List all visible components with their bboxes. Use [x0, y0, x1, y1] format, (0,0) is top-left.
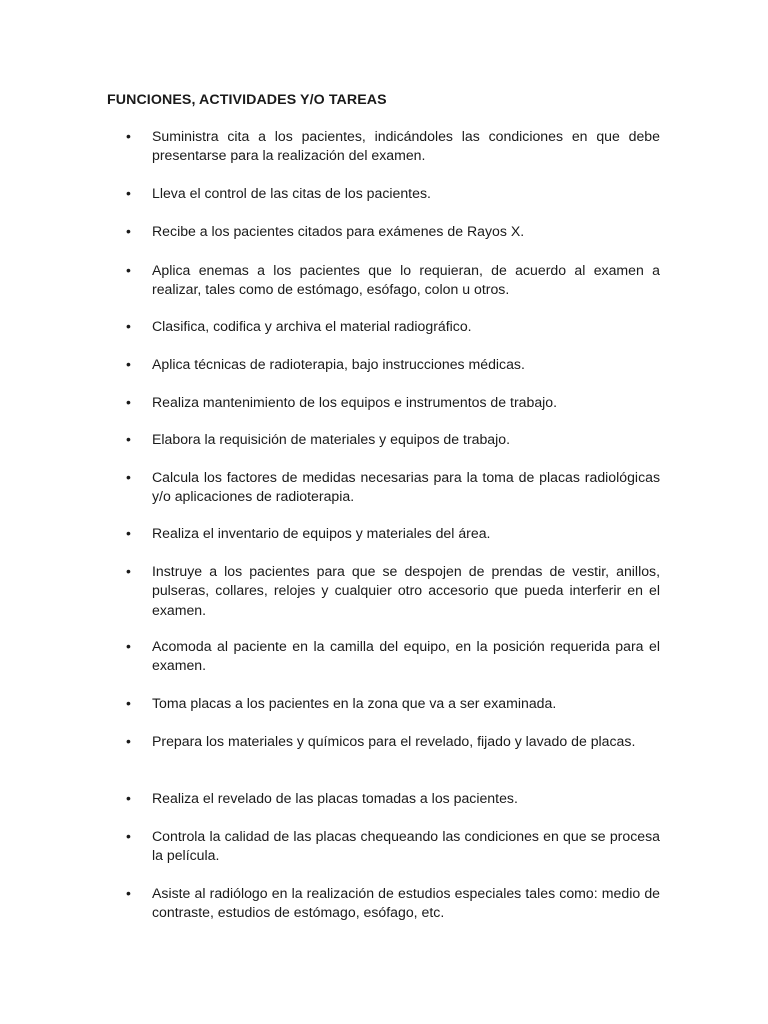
bullet-icon: • — [126, 223, 131, 239]
list-item-text: Recibe a los pacientes citados para exámenes de Rayos X. — [152, 223, 525, 239]
list-item-text: Toma placas a los pacientes en la zona que va a ser examinada. — [152, 695, 557, 711]
bullet-icon: • — [126, 790, 131, 806]
list-item-text: Lleva el control de las citas de los pacientes. — [152, 185, 431, 201]
list-item-text: Realiza el inventario de equipos y materiales del área. — [152, 525, 491, 541]
list-item — [126, 184, 660, 203]
list-item-text: Aplica técnicas de radioterapia, bajo instrucciones médicas. — [152, 356, 525, 372]
bullet-icon: • — [126, 128, 131, 144]
list-item — [126, 827, 660, 866]
bullet-icon: • — [126, 318, 131, 334]
list-item-text: Instruye a los pacientes para que se despojen de prendas de vestir, anillos, pulseras, collares, relojes y cualquier otro accesorio que pueda interferir en el examen. — [152, 563, 660, 618]
bullet-icon: • — [126, 828, 131, 844]
list-item-text: Aplica enemas a los pacientes que lo requieran, de acuerdo al examen a realizar, tales como de estómago, esófago, colon u otros. — [152, 262, 660, 298]
list-item — [126, 789, 660, 808]
list-item — [126, 393, 660, 412]
list-item — [126, 317, 660, 336]
bullet-icon: • — [126, 638, 131, 654]
bullet-icon: • — [126, 885, 131, 901]
bullet-icon: • — [126, 431, 131, 447]
bullet-icon: • — [126, 733, 131, 749]
list-item — [126, 127, 660, 166]
list-item — [126, 637, 660, 676]
list-item — [126, 222, 660, 241]
list-item — [126, 430, 660, 449]
list-item — [126, 694, 660, 713]
list-item — [126, 468, 660, 507]
list-item-text: Realiza el revelado de las placas tomadas a los pacientes. — [152, 790, 518, 806]
bullet-icon: • — [126, 185, 131, 201]
list-item — [126, 562, 660, 620]
list-item-text: Calcula los factores de medidas necesarias para la toma de placas radiológicas y/o aplicaciones de radioterapia. — [152, 469, 660, 505]
bullet-icon: • — [126, 695, 131, 711]
list-item — [126, 884, 660, 923]
bullet-icon: • — [126, 394, 131, 410]
bullet-icon: • — [126, 262, 131, 278]
bullet-icon: • — [126, 563, 131, 579]
list-item-text: Acomoda al paciente en la camilla del equipo, en la posición requerida para el examen. — [152, 638, 660, 674]
bullet-icon: • — [126, 525, 131, 541]
list-item — [126, 261, 660, 300]
list-item — [126, 355, 660, 374]
list-item — [126, 524, 660, 543]
list-item-text: Realiza mantenimiento de los equipos e instrumentos de trabajo. — [152, 394, 558, 410]
list-item-text: Controla la calidad de las placas chequeando las condiciones en que se procesa la película. — [152, 828, 660, 864]
bullet-icon: • — [126, 469, 131, 485]
list-item-text: Asiste al radiólogo en la realización de estudios especiales tales como: medio de contraste, estudios de estómago, esófago, etc. — [152, 885, 660, 921]
list-item-text: Elabora la requisición de materiales y equipos de trabajo. — [152, 431, 511, 447]
page-title: FUNCIONES, ACTIVIDADES Y/O TAREAS — [107, 92, 387, 108]
list-item-text: Suministra cita a los pacientes, indicándoles las condiciones en que debe presentarse para la realización del examen. — [152, 128, 660, 164]
bullet-icon: • — [126, 356, 131, 372]
list-item — [126, 732, 660, 751]
list-item-text: Clasifica, codifica y archiva el material radiográfico. — [152, 318, 472, 334]
list-item-text: Prepara los materiales y químicos para el revelado, fijado y lavado de placas. — [152, 733, 636, 749]
